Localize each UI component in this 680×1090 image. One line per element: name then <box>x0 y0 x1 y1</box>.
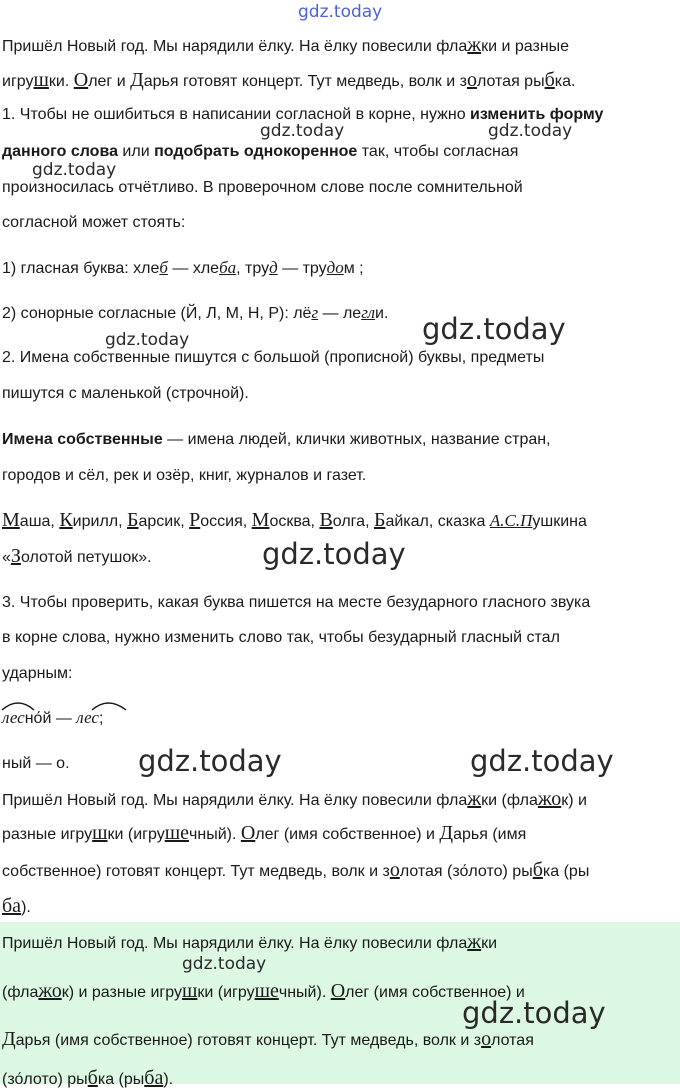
rule-3-example-2: ный — о. <box>2 755 70 772</box>
watermark: gdz.today <box>105 330 190 350</box>
final-answer-line-4: (зо́лото) рыбка (рыба). <box>2 1067 174 1089</box>
watermark: gdz.today <box>182 954 267 974</box>
rule-3-line-2: в корне слова, нужно изменить слово так, чтобы безударный гласный стал <box>2 629 560 646</box>
rule-3-example-1: лесно́й — лес; <box>2 708 104 727</box>
watermark: gdz.today <box>138 744 282 778</box>
answer-line-4: ба). <box>2 895 31 917</box>
rule-2-definition-1: Имена собственные — имена людей, клички животных, название стран, <box>2 431 551 448</box>
watermark: gdz.today <box>470 744 614 778</box>
rule-2-examples-1: Маша, Кирилл, Барсик, Россия, Москва, Волга, Байкал, сказка А.С.Пушкина <box>2 509 587 531</box>
watermark: gdz.today <box>262 537 406 571</box>
rule-1-line-3: произносилась отчётливо. В проверочном слове после сомнительной <box>2 179 523 196</box>
rule-2-definition-2: городов и сёл, рек и озёр, книг, журналов и газет. <box>2 467 367 484</box>
rule-1-item-2: 2) сонорные согласные (Й, Л, М, Н, Р): лёг — легли. <box>2 303 389 322</box>
rule-1-line-2: данного слова или подобрать однокоренное так, чтобы согласная <box>2 143 519 160</box>
rule-3-line-3: ударным: <box>2 665 73 682</box>
original-text-line-2: игрушки. Олег и Дарья готовят концерт. Тут медведь, волк и золотая рыбка. <box>2 69 576 91</box>
original-text-line-1: Пришёл Новый год. Мы нарядили ёлку. На ёлку повесили флажки и разные <box>2 34 570 56</box>
answer-line-1: Пришёл Новый год. Мы нарядили ёлку. На ёлку повесили флажки (флажок) и <box>2 788 587 810</box>
rule-2-line-1: 2. Имена собственные пишутся с большой (прописной) буквы, предметы <box>2 349 545 366</box>
rule-1-line-4: согласной может стоять: <box>2 214 186 231</box>
watermark: gdz.today <box>260 121 345 141</box>
final-answer-line-3: Дарья (имя собственное) готовят концерт. Тут медведь, волк и золотая <box>2 1028 534 1050</box>
rule-2-line-2: пишутся с маленькой (строчной). <box>2 385 249 402</box>
watermark: gdz.today <box>488 121 573 141</box>
rule-1-item-1: 1) гласная буква: хлеб — хлеба, труд — трудом ; <box>2 258 364 277</box>
answer-line-2: разные игрушки (игрушечный). Олег (имя собственное) и Дарья (имя <box>2 822 527 844</box>
final-answer-line-1: Пришёл Новый год. Мы нарядили ёлку. На ёлку повесили флажки <box>2 931 498 953</box>
rule-3-line-1: 3. Чтобы проверить, какая буква пишется на месте безударного гласного звука <box>2 594 591 611</box>
watermark: gdz.today <box>462 996 606 1030</box>
rule-2-examples-2: «Золотой петушок». <box>2 545 152 567</box>
answer-line-3: собственное) готовят концерт. Тут медведь, волк и золотая (зо́лото) рыбка (ры <box>2 859 590 881</box>
watermark: gdz.today <box>422 312 566 346</box>
rule-1-line-1: 1. Чтобы не ошибиться в написании согласной в корне, нужно изменить форму <box>2 106 604 123</box>
watermark-top: gdz.today <box>298 2 383 22</box>
watermark: gdz.today <box>32 160 117 180</box>
final-answer-line-2: (флажок) и разные игрушки (игрушечный). Олег (имя собственное) и <box>2 980 525 1002</box>
